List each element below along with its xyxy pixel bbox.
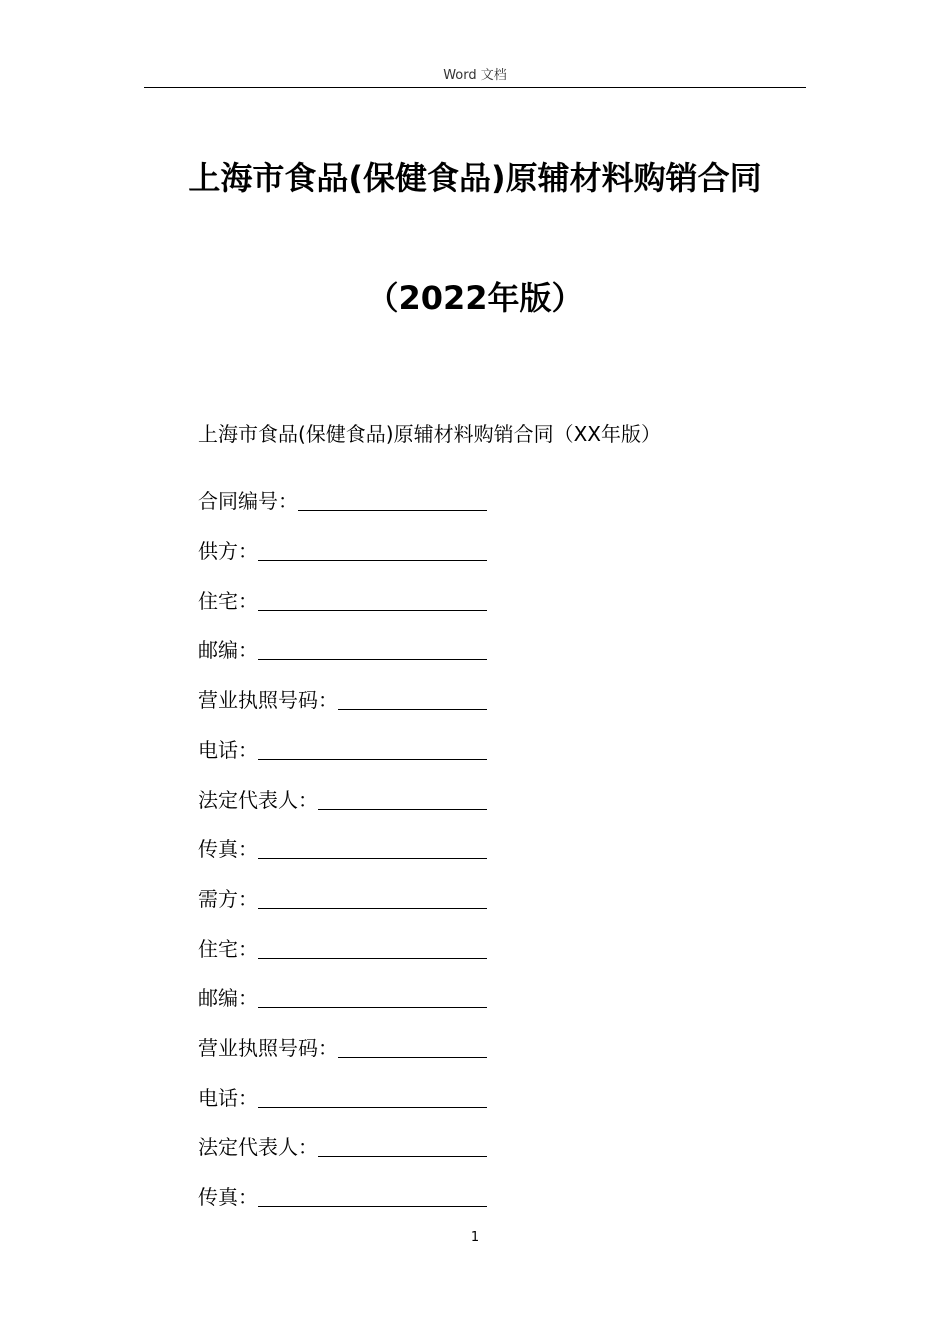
buyer-license-label: 营业执照号码： <box>198 1035 338 1060</box>
buyer-label: 需方： <box>198 886 258 911</box>
supplier-license-blank <box>338 709 487 710</box>
buyer-address-blank <box>258 958 487 959</box>
contract-number-blank <box>298 510 487 511</box>
buyer-field <box>198 865 487 915</box>
buyer-license-field <box>198 1014 487 1064</box>
intro-line: 上海市食品(保健食品)原辅材料购销合同（XX年版） <box>198 422 662 446</box>
supplier-postcode-label: 邮编： <box>198 638 258 663</box>
buyer-fax-blank <box>258 1206 487 1207</box>
buyer-fax-field <box>198 1163 487 1213</box>
page-header: Word 文档 <box>443 68 507 83</box>
buyer-phone-label: 电话： <box>198 1085 258 1110</box>
buyer-phone-blank <box>258 1107 487 1108</box>
buyer-postcode-blank <box>258 1007 487 1008</box>
buyer-fax-label: 传真： <box>198 1185 258 1209</box>
page-number: 1 <box>470 1230 480 1245</box>
contract-number-label: 合同编号： <box>198 489 298 514</box>
supplier-fax-label: 传真： <box>198 837 258 862</box>
supplier-license-label: 营业执照号码： <box>198 688 338 713</box>
buyer-address-label: 住宅： <box>198 936 258 961</box>
buyer-representative-field <box>198 1114 487 1164</box>
supplier-phone-label: 电话： <box>198 737 258 762</box>
supplier-address-blank <box>258 610 487 611</box>
supplier-license-field <box>198 666 487 716</box>
supplier-postcode-blank <box>258 659 487 660</box>
supplier-fax-blank <box>258 858 487 859</box>
supplier-representative-blank <box>318 809 487 810</box>
buyer-phone-field <box>198 1064 487 1114</box>
supplier-address-field <box>198 567 487 617</box>
supplier-postcode-field <box>198 617 487 667</box>
buyer-postcode-label: 邮编： <box>198 986 258 1011</box>
header-divider <box>144 87 806 88</box>
buyer-representative-label: 法定代表人： <box>198 1135 318 1160</box>
document-body <box>198 418 758 1213</box>
supplier-representative-field <box>198 766 487 816</box>
supplier-phone-blank <box>258 759 487 760</box>
supplier-address-label: 住宅： <box>198 588 258 613</box>
buyer-blank <box>258 908 487 909</box>
buyer-representative-blank <box>318 1156 487 1157</box>
supplier-blank <box>258 560 487 561</box>
supplier-fax-field <box>198 816 487 866</box>
buyer-license-blank <box>338 1057 487 1058</box>
supplier-field <box>198 517 487 567</box>
document-subtitle: （2022年版） <box>366 279 584 317</box>
supplier-representative-label: 法定代表人： <box>198 787 318 812</box>
buyer-postcode-field <box>198 965 487 1015</box>
contract-number-field <box>198 468 487 518</box>
supplier-label: 供方： <box>198 539 258 564</box>
supplier-phone-field <box>198 716 487 766</box>
buyer-address-field <box>198 915 487 965</box>
document-title: 上海市食品(保健食品)原辅材料购销合同 <box>188 159 762 197</box>
